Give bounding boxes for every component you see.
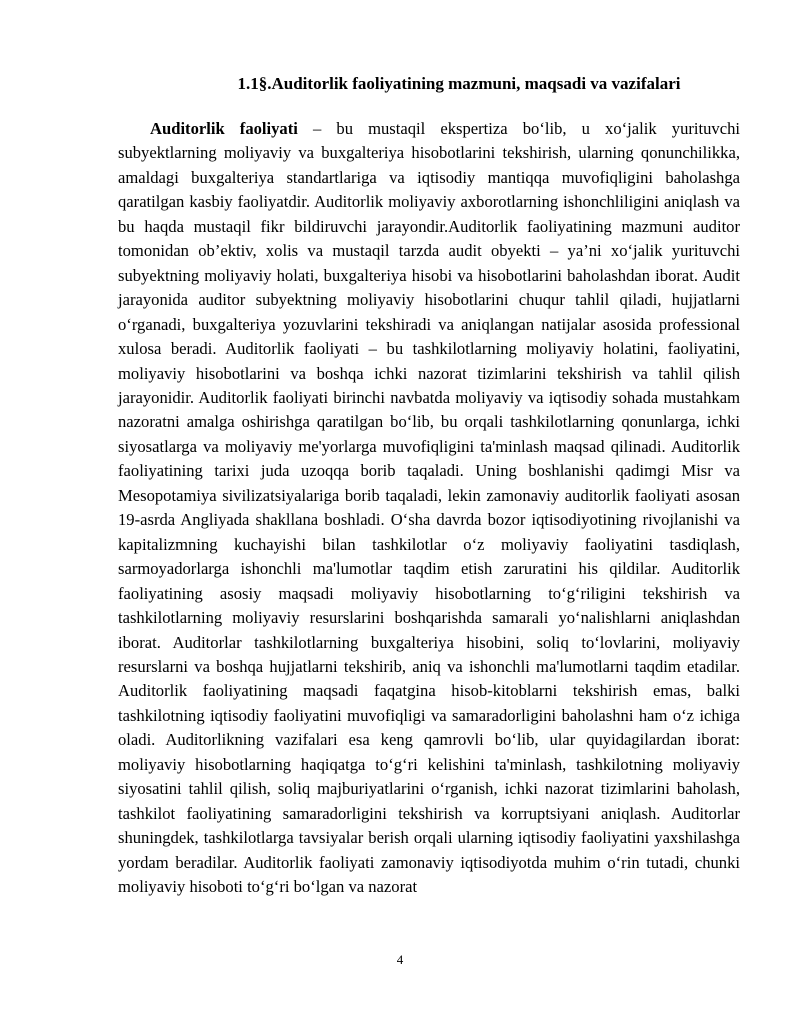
page-number: 4: [396, 952, 404, 967]
paragraph-text: – bu mustaqil ekspertiza bo‘lib, u xo‘jalik yurituvchi subyektlarning moliyaviy va buxgalteriya hisobotlarini tekshirish, ularning qonunchilikka, amaldagi buxgalteriya standartlariga va iqtisodiy mantiqqa muvofiqligini baholashga qaratilgan kasbiy faoliyatdir. Auditorlik moliyaviy axborotlarning ishonchliligini aniqlash va bu haqda mustaqil fikr bildiruvchi jarayondir.Auditorlik faoliyatining mazmuni auditor tomonidan ob’ektiv, xolis va mustaqil tarzda audit obyekti – ya’ni xo‘jalik yurituvchi subyektning moliyaviy holati, buxgalteriya hisobi va hisobotlarini baholashdan iborat. Audit jarayonida auditor subyektning moliyaviy hisobotlarini chuqur tahlil qiladi, hujjatlarni o‘rganadi, buxgalteriya yozuvlarini tekshiradi va aniqlangan natijalar asosida professional xulosa beradi. Auditorlik faoliyati – bu tashkilotlarning moliyaviy holatini, faoliyatini, moliyaviy hisobotlarini va boshqa ichki nazorat tizimlarini tekshirish va tahlil qilish jarayonidir. Auditorlik faoliyati birinchi navbatda moliyaviy va iqtisodiy sohada mustahkam nazoratni amalga oshirishga qaratilgan bo‘lib, bu orqali tashkilotlarning qonunlarga, ichki siyosatlarga va moliyaviy me'yorlarga muvofiqligini ta'minlash maqsad qilinadi. Auditorlik faoliyatining tarixi juda uzoqqa borib taqaladi. Uning boshlanishi qadimgi Misr va Mesopotamiya sivilizatsiyalariga borib taqaladi, lekin zamonaviy auditorlik faoliyati asosan 19-asrda Angliyada shakllana boshladi. O‘sha davrda bozor iqtisodiyotining rivojlanishi va kapitalizmning kuchayishi bilan tashkilotlar o‘z moliyaviy faoliyatini tasdiqlash, sarmoyadorlarga ishonchli ma'lumotlar taqdim etish zaruratini his qildilar. Auditorlik faoliyatining asosiy maqsadi moliyaviy hisobotlarning to‘g‘riligini tekshirish va tashkilotlarning moliyaviy resurslarini boshqarishda samarali yo‘nalishlarni aniqlashdan iborat. Auditorlar tashkilotlarning buxgalteriya hisobini, soliq to‘lovlarini, moliyaviy resurslarni va boshqa hujjatlarni tekshirib, aniq va ishonchli ma'lumotlarni taqdim etadilar. Auditorlik faoliyatining maqsadi faqatgina hisob-kitoblarni tekshirish emas, balki tashkilotning iqtisodiy faoliyatini muvofiqligi va samaradorligini baholashni ham o‘z ichiga oladi. Auditorlikning vazifalari esa keng qamrovli bo‘lib, ular quyidagilardan iborat: moliyaviy hisobotlarning haqiqatga to‘g‘ri kelishini ta'minlash, tashkilotning moliyaviy siyosatini tahlil qilish, soliq majburiyatlarini o‘rganish, ichki nazorat tizimlarini baholash, tashkilot faoliyatining samaradorligini tekshirish va korruptsiyani aniqlash. Auditorlar shuningdek, tashkilotlarga tavsiyalar berish orqali ularning iqtisodiy faoliyatini yaxshilashga yordam beradilar. Auditorlik faoliyati zamonaviy iqtisodiyotda muhim o‘rin tutadi, chunki moliyaviy hisoboti to‘g‘ri bo‘lgan va nazorat: [118, 119, 740, 897]
section-heading: 1.1§.Auditorlik faoliyatining mazmuni, maqsadi va vazifalari: [237, 74, 681, 93]
body-paragraph: [118, 117, 740, 900]
lead-term: Auditorlik faoliyati: [150, 119, 298, 138]
